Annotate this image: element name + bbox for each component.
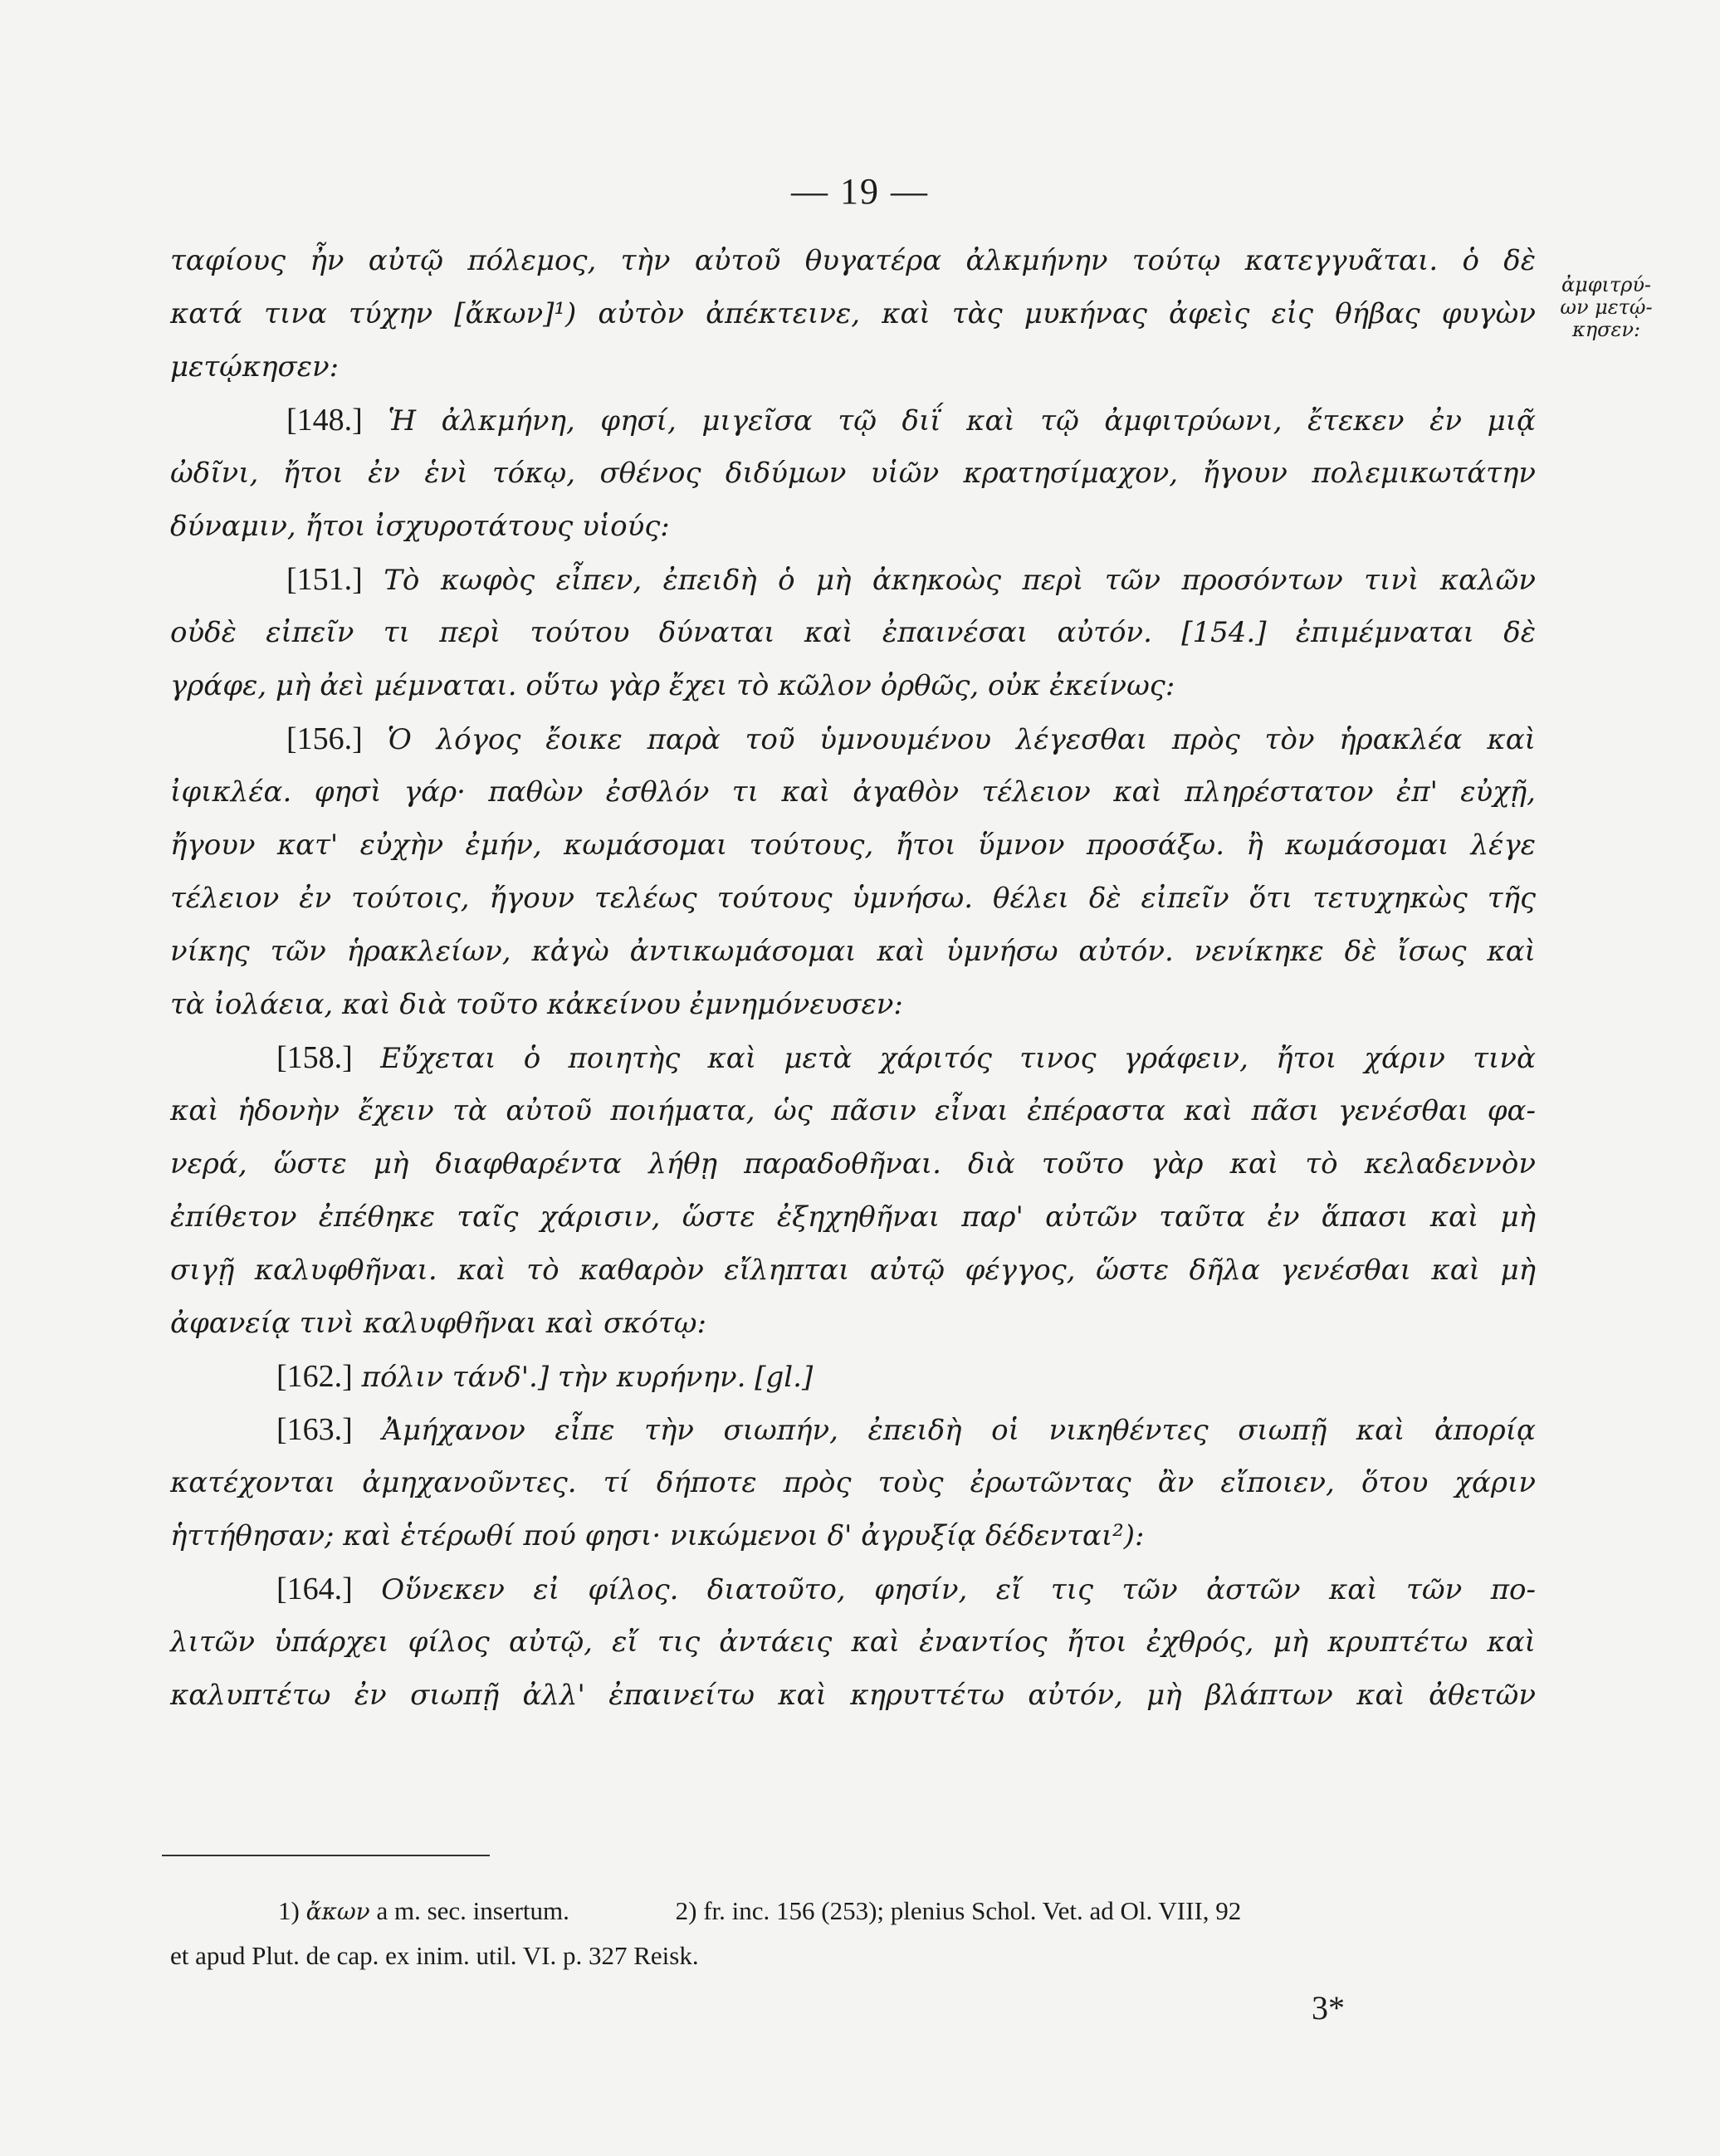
footnote-marker: 1) bbox=[278, 1896, 300, 1925]
section-number: [158.] bbox=[276, 1040, 353, 1075]
margin-note-line: κησεν: bbox=[1571, 318, 1641, 341]
main-text bbox=[170, 234, 1536, 1722]
text-line: [164.] Οὕνεκεν εἰ φίλος. διατοῦτο, φησίν, εἴ τις τῶν ἀστῶν καὶ τῶν πο- bbox=[276, 1572, 1536, 1606]
text-line: γράφε, μὴ ἀεὶ μέμναται. οὕτω γὰρ ἔχει τὸ κῶλον ὀρθῶς, οὐκ ἐκείνως: bbox=[170, 669, 1175, 702]
section-number: [151.] bbox=[286, 562, 363, 597]
text-line: [163.] Ἀμήχανον εἶπε τὴν σιωπήν, ἐπειδὴ οἱ νικηθέντες σιωπῇ καὶ ἀπορίᾳ bbox=[276, 1412, 1536, 1447]
text-line: ἤγουν κατ' εὐχὴν ἐμήν, κωμάσομαι τούτους, ἤτοι ὕμνον προσάξω. ἢ κωμάσομαι λέγε bbox=[170, 829, 1536, 862]
text-line: ὠδῖνι, ἤτοι ἐν ἑνὶ τόκῳ, σθένος διδύμων υἱῶν κρατησίμαχον, ἤγουν πολεμικωτάτην bbox=[170, 457, 1536, 490]
footnote-text: a m. sec. insertum. bbox=[376, 1896, 569, 1925]
footnote-text: 2) fr. inc. 156 (253); plenius Schol. Vet. ad Ol. VIII, 92 bbox=[675, 1896, 1242, 1925]
text-line: καὶ ἡδονὴν ἔχειν τὰ αὐτοῦ ποιήματα, ὡς πᾶσιν εἶναι ἐπέραστα καὶ πᾶσι γενέσθαι φα- bbox=[170, 1094, 1536, 1127]
text-line: σιγῇ καλυφθῆναι. καὶ τὸ καθαρὸν εἴληπται αὐτῷ φέγγος, ὥστε δῆλα γενέσθαι καὶ μὴ bbox=[170, 1254, 1536, 1287]
text-line: νίκης τῶν ἡρακλείων, κἀγὼ ἀντικωμάσομαι καὶ ὑμνήσω αὐτόν. νενίκηκε δὲ ἴσως καὶ bbox=[170, 935, 1536, 968]
margin-note-line: ων μετῴ- bbox=[1560, 296, 1653, 319]
footnote-line bbox=[170, 1889, 1536, 1934]
signature-mark: 3* bbox=[1312, 1989, 1345, 2026]
section-number: [163.] bbox=[276, 1412, 353, 1447]
text-line: οὐδὲ εἰπεῖν τι περὶ τούτου δύναται καὶ ἐπαινέσαι αὐτόν. [154.] ἐπιμέμναται δὲ bbox=[170, 616, 1536, 649]
text-line: τὰ ἰολάεια, καὶ διὰ τοῦτο κἀκείνου ἐμνημόνευσεν: bbox=[170, 988, 903, 1021]
text-line: [158.] Εὔχεται ὁ ποιητὴς καὶ μετὰ χάριτός τινος γράφειν, ἤτοι χάριν τινὰ bbox=[276, 1040, 1536, 1075]
margin-note bbox=[1544, 274, 1669, 341]
text-line: μετῴκησεν: bbox=[170, 350, 340, 384]
text-line: καλυπτέτω ἐν σιωπῇ ἀλλ' ἐπαινείτω καὶ κηρυττέτω αὐτόν, μὴ βλάπτων καὶ ἀθετῶν bbox=[170, 1679, 1536, 1712]
text-line: [156.] Ὁ λόγος ἔοικε παρὰ τοῦ ὑμνουμένου λέγεσθαι πρὸς τὸν ἡρακλέα καὶ bbox=[286, 721, 1536, 756]
text-line: νερά, ὥστε μὴ διαφθαρέντα λήθῃ παραδοθῆναι. διὰ τοῦτο γὰρ καὶ τὸ κελαδεννὸν bbox=[170, 1147, 1536, 1181]
page-number-header: — 19 — bbox=[791, 171, 929, 212]
text-line: κατά τινα τύχην [ἄκων]¹) αὐτὸν ἀπέκτεινε, καὶ τὰς μυκήνας ἀφεὶς εἰς θήβας φυγὼν bbox=[170, 297, 1536, 330]
text-line: [148.] Ἡ ἀλκμήνη, φησί, μιγεῖσα τῷ διΐ καὶ τῷ ἀμφιτρύωνι, ἔτεκεν ἐν μιᾷ bbox=[286, 403, 1536, 438]
footnotes bbox=[170, 1889, 1536, 1978]
section-number: [148.] bbox=[286, 403, 363, 438]
text-line: ἰφικλέα. φησὶ γάρ· παθὼν ἐσθλόν τι καὶ ἀγαθὸν τέλειον καὶ πληρέστατον ἐπ' εὐχῇ, bbox=[170, 775, 1536, 809]
section-number: [164.] bbox=[276, 1572, 353, 1606]
text-line: κατέχονται ἀμηχανοῦντες. τί δήποτε πρὸς τοὺς ἐρωτῶντας ἂν εἴποιεν, ὅτου χάριν bbox=[170, 1466, 1536, 1499]
text-line: λιτῶν ὑπάρχει φίλος αὐτῷ, εἴ τις ἀντάεις καὶ ἐναντίος ἤτοι ἐχθρός, μὴ κρυπτέτω καὶ bbox=[170, 1626, 1536, 1659]
text-line: τέλειον ἐν τούτοις, ἤγουν τελέως τούτους ὑμνήσω. θέλει δὲ εἰπεῖν ὅτι τετυχηκὼς τῆς bbox=[170, 882, 1536, 915]
text-line: ταφίους ἦν αὐτῷ πόλεμος, τὴν αὐτοῦ θυγατέρα ἀλκμήνην τούτῳ κατεγγυᾶται. ὁ δὲ bbox=[170, 244, 1536, 277]
text-line: [151.] Τὸ κωφὸς εἶπεν, ἐπειδὴ ὁ μὴ ἀκηκοὼς περὶ τῶν προσόντων τινὶ καλῶν bbox=[286, 562, 1536, 597]
text-line: δύναμιν, ἤτοι ἰσχυροτάτους υἱούς: bbox=[170, 510, 670, 543]
text-line: ἐπίθετον ἐπέθηκε ταῖς χάρισιν, ὥστε ἐξηχηθῆναι παρ' αὐτῶν ταῦτα ἐν ἅπασι καὶ μὴ bbox=[170, 1200, 1536, 1234]
text-line: ἀφανείᾳ τινὶ καλυφθῆναι καὶ σκότῳ: bbox=[170, 1307, 706, 1340]
section-number: [156.] bbox=[286, 721, 363, 756]
footnote-divider bbox=[162, 1855, 490, 1856]
footnote-greek-word: ἄκων bbox=[305, 1898, 370, 1925]
footnote-line: et apud Plut. de cap. ex inim. util. VI. p. 327 Reisk. bbox=[170, 1941, 699, 1970]
section-number: [162.] bbox=[276, 1359, 353, 1394]
margin-note-line: ἀμφιτρύ- bbox=[1561, 273, 1652, 296]
text-line: ἡττήθησαν; καὶ ἑτέρωθί πού φησι· νικώμενοι δ' ἀγρυξίᾳ δέδενται²): bbox=[170, 1519, 1145, 1552]
text-line: [162.] πόλιν τάνδ'.] τὴν κυρήνην. [gl.] bbox=[276, 1359, 814, 1394]
